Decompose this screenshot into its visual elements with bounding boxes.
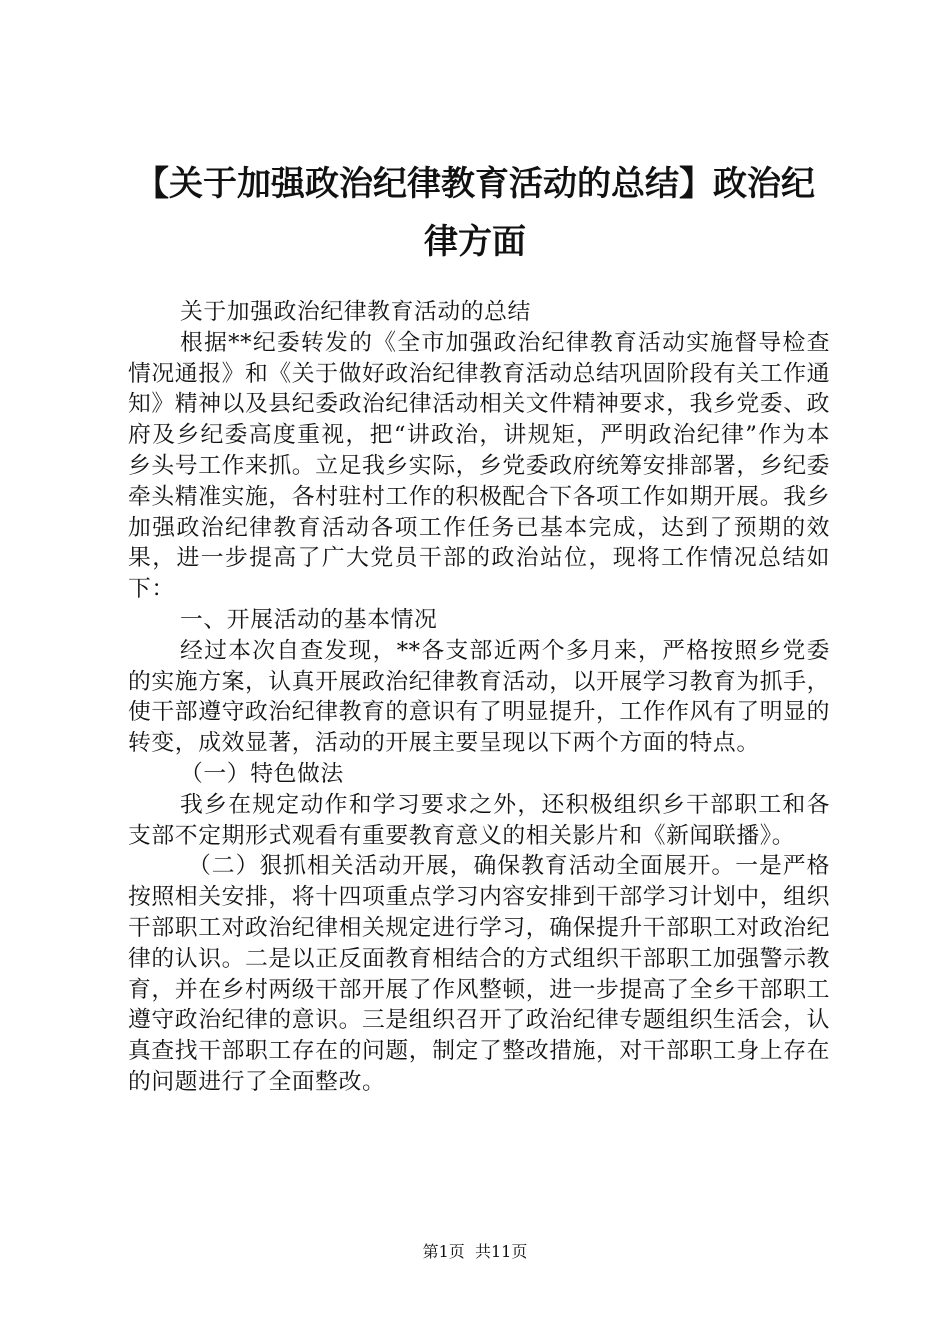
section-heading: 一、开展活动的基本情况: [180, 606, 438, 633]
document-title: 【关于加强政治纪律教育活动的总结】政治纪律方面: [135, 164, 815, 262]
subsection-heading: （一）特色做法: [180, 760, 344, 787]
intro-paragraph: 根据**纪委转发的《全市加强政治纪律教育活动实施督导检查情况通报》和《关于做好政治纪律教育活动总结巩固阶段有关工作通知》精神以及县纪委政治纪律活动相关文件精神要求，我乡党委、政府及乡纪委高度重视，把“讲政治，讲规矩，严明政治纪律”作为本乡头号工作来抓。立足我乡实际，乡党委政府统筹安排部署，乡纪委牵头精准实施，各村驻村工作的积极配合下各项工作如期开展。我乡加强政治纪律教育活动各项工作任务已基本完成，达到了预期的效果，进一步提高了广大党员干部的政治站位，现将工作情况总结如下：: [128, 329, 830, 603]
subtitle-paragraph: 关于加强政治纪律教育活动的总结: [180, 299, 531, 325]
page-total: 共11页: [474, 1242, 528, 1261]
body-paragraph: 经过本次自查发现，**各支部近两个多月来，严格按照乡党委的实施方案，认真开展政治纪律教育活动，以开展学习教育为抓手，使干部遵守政治纪律教育的意识有了明显提升，工作作风有了明显的转变，成效显著，活动的开展主要呈现以下两个方面的特点。: [128, 637, 830, 757]
document-body: [128, 297, 830, 1098]
page-number: 第1页: [422, 1242, 465, 1261]
body-paragraph: 我乡在规定动作和学习要求之外，还积极组织乡干部职工和各支部不定期形式观看有重要教育意义的相关影片和《新闻联播》。: [128, 791, 830, 849]
body-paragraph: （二）狠抓相关活动开展，确保教育活动全面展开。一是严格按照相关安排，将十四项重点学习内容安排到干部学习计划中，组织干部职工对政治纪律相关规定进行学习，确保提升干部职工对政治纪律的认识。二是以正反面教育相结合的方式组织干部职工加强警示教育，并在乡村两级干部开展了作风整顿，进一步提高了全乡干部职工遵守政治纪律的意识。三是组织召开了政治纪律专题组织生活会，认真查找干部职工存在的问题，制定了整改措施，对干部职工身上存在的问题进行了全面整改。: [128, 853, 830, 1095]
page-footer: [0, 1240, 950, 1264]
